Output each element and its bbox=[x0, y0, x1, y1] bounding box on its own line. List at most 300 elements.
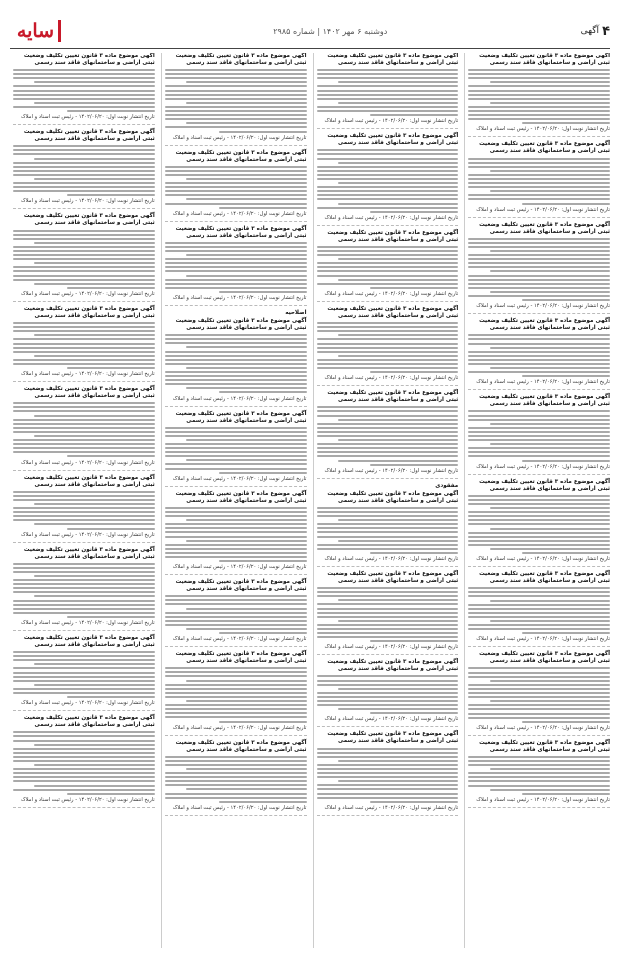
text-line bbox=[165, 451, 307, 453]
text-line bbox=[468, 254, 610, 256]
text-line bbox=[490, 528, 610, 530]
text-line bbox=[317, 283, 459, 285]
text-line bbox=[67, 455, 155, 457]
notice-title: آگهی موضوع ماده ۳ قانون تعیین تکلیف وضعیت ثبتی اراضی و ساختمانهای فاقد سند رسمی bbox=[23, 386, 155, 400]
text-line bbox=[317, 338, 459, 340]
text-line bbox=[468, 455, 610, 457]
text-line bbox=[165, 383, 307, 385]
text-line bbox=[13, 604, 155, 606]
text-line bbox=[165, 712, 307, 714]
text-line bbox=[13, 579, 155, 581]
text-line bbox=[317, 110, 459, 112]
text-line bbox=[13, 587, 155, 589]
text-line bbox=[165, 468, 307, 470]
text-line bbox=[317, 106, 459, 108]
text-line bbox=[370, 801, 458, 803]
text-line bbox=[13, 275, 155, 277]
text-line bbox=[13, 423, 155, 425]
text-line bbox=[317, 680, 459, 682]
text-line bbox=[165, 186, 307, 188]
text-line bbox=[338, 81, 458, 83]
text-line bbox=[165, 73, 307, 75]
text-line bbox=[468, 194, 610, 196]
text-line bbox=[165, 203, 307, 205]
text-line bbox=[67, 367, 155, 369]
text-line bbox=[338, 419, 458, 421]
section-label: اصلاحیه bbox=[285, 310, 307, 317]
text-line bbox=[219, 801, 307, 803]
text-line bbox=[468, 764, 610, 766]
legal-notice bbox=[13, 475, 155, 543]
text-line bbox=[165, 764, 307, 766]
text-line bbox=[219, 291, 307, 293]
text-line bbox=[468, 90, 610, 92]
text-line bbox=[13, 571, 155, 573]
notice-title: آگهی موضوع ماده ۳ قانون تعیین تکلیف وضعیت ثبتی اراضی و ساختمانهای فاقد سند رسمی bbox=[327, 53, 459, 66]
text-line bbox=[13, 608, 155, 610]
text-line bbox=[34, 178, 154, 180]
text-line bbox=[165, 351, 307, 353]
text-line bbox=[165, 793, 307, 795]
text-line bbox=[490, 291, 610, 293]
text-line bbox=[317, 616, 459, 618]
text-line bbox=[186, 700, 306, 702]
text-line bbox=[165, 90, 307, 92]
notice-title: آگهی موضوع ماده ۳ قانون تعیین تکلیف وضعیت ثبتی اراضی و ساختمانهای فاقد سند رسمی bbox=[479, 478, 610, 492]
text-line bbox=[165, 262, 307, 264]
text-line bbox=[165, 69, 307, 71]
text-line bbox=[338, 334, 458, 336]
text-line bbox=[522, 460, 610, 462]
text-line bbox=[317, 591, 459, 593]
text-line bbox=[317, 797, 459, 799]
text-line bbox=[317, 447, 459, 449]
text-line bbox=[165, 692, 307, 694]
text-line bbox=[165, 359, 307, 361]
notice-title: آگهی موضوع ماده ۳ قانون تعیین تکلیف وضعیت ثبتی اراضی و ساختمانهای فاقد سند رسمی bbox=[479, 141, 610, 155]
text-line bbox=[468, 624, 610, 626]
text-line bbox=[13, 149, 155, 151]
text-line bbox=[490, 190, 610, 192]
legal-notice bbox=[165, 740, 307, 816]
text-line bbox=[468, 713, 610, 715]
text-line bbox=[186, 768, 306, 770]
text-line bbox=[468, 696, 610, 698]
text-line bbox=[13, 238, 155, 240]
notice-signature: تاریخ انتشار نوبت اول: ۱۴۰۲/۰۶/۲۰ - رئیس ثبت اسناد و املاک bbox=[172, 210, 307, 217]
text-line bbox=[338, 599, 458, 601]
text-line bbox=[165, 270, 307, 272]
text-line bbox=[317, 548, 459, 550]
text-line bbox=[317, 347, 459, 349]
text-line bbox=[468, 785, 610, 787]
text-line bbox=[165, 283, 307, 285]
text-line bbox=[522, 552, 610, 554]
text-line bbox=[13, 258, 155, 260]
text-line bbox=[317, 149, 459, 151]
text-line bbox=[165, 536, 307, 538]
text-line bbox=[490, 270, 610, 272]
text-line bbox=[468, 98, 610, 100]
text-line bbox=[165, 708, 307, 710]
text-line bbox=[338, 620, 458, 622]
text-line bbox=[13, 789, 155, 791]
text-line bbox=[13, 406, 155, 408]
text-line bbox=[13, 515, 155, 517]
text-line bbox=[165, 126, 307, 128]
text-line bbox=[13, 439, 155, 441]
text-line bbox=[165, 548, 307, 550]
notice-signature: تاریخ انتشار نوبت اول: ۱۴۰۲/۰۶/۲۰ - رئیس ثبت اسناد و املاک bbox=[324, 375, 459, 382]
text-line bbox=[13, 359, 155, 361]
text-line bbox=[370, 640, 458, 642]
text-line bbox=[13, 776, 155, 778]
text-line bbox=[13, 731, 155, 733]
text-line bbox=[317, 536, 459, 538]
text-line bbox=[13, 499, 155, 501]
text-line bbox=[67, 194, 155, 196]
text-line bbox=[13, 680, 155, 682]
notice-title: آگهی موضوع ماده ۳ قانون تعیین تکلیف وضعیت ثبتی اراضی و ساختمانهای فاقد سند رسمی bbox=[23, 53, 155, 66]
text-line bbox=[13, 655, 155, 657]
text-line bbox=[13, 98, 155, 100]
text-line bbox=[13, 688, 155, 690]
text-line bbox=[13, 351, 155, 353]
legal-notice bbox=[468, 651, 610, 735]
text-line bbox=[317, 246, 459, 248]
text-line bbox=[338, 460, 458, 462]
text-line bbox=[468, 351, 610, 353]
text-line bbox=[13, 651, 155, 653]
notice-title: آگهی موضوع ماده ۳ قانون تعیین تکلیف وضعیت ثبتی اراضی و ساختمانهای فاقد سند رسمی bbox=[479, 651, 610, 665]
text-line bbox=[338, 540, 458, 542]
text-line bbox=[468, 676, 610, 678]
text-line bbox=[165, 379, 307, 381]
text-line bbox=[34, 575, 154, 577]
text-line bbox=[468, 439, 610, 441]
text-line bbox=[165, 371, 307, 373]
text-line bbox=[186, 346, 306, 348]
legal-notice bbox=[317, 230, 459, 302]
text-line bbox=[317, 170, 459, 172]
text-line bbox=[13, 659, 155, 661]
text-line bbox=[468, 688, 610, 690]
text-line bbox=[186, 198, 306, 200]
text-line bbox=[165, 279, 307, 281]
notice-signature: تاریخ انتشار نوبت اول: ۱۴۰۲/۰۶/۲۰ - رئیس ثبت اسناد و املاک bbox=[324, 290, 459, 297]
text-line bbox=[165, 114, 307, 116]
text-line bbox=[468, 166, 610, 168]
text-line bbox=[370, 211, 458, 213]
text-line bbox=[13, 250, 155, 252]
text-line bbox=[165, 704, 307, 706]
text-line bbox=[165, 603, 307, 605]
text-line bbox=[186, 459, 306, 461]
text-line bbox=[165, 784, 307, 786]
text-line bbox=[317, 166, 459, 168]
text-line bbox=[13, 162, 155, 164]
notice-title: آگهی موضوع ماده ۳ قانون تعیین تکلیف وضعیت ثبتی اراضی و ساختمانهای فاقد سند رسمی bbox=[23, 546, 155, 560]
text-line bbox=[165, 797, 307, 799]
text-line bbox=[165, 716, 307, 718]
text-line bbox=[468, 110, 610, 112]
text-line bbox=[186, 387, 306, 389]
text-line bbox=[13, 153, 155, 155]
legal-notice bbox=[165, 411, 307, 487]
text-line bbox=[186, 680, 306, 682]
notice-signature: تاریخ انتشار نوبت اول: ۱۴۰۲/۰۶/۲۰ - رئیس ثبت اسناد و املاک bbox=[172, 395, 307, 402]
text-line bbox=[317, 359, 459, 361]
text-line bbox=[13, 266, 155, 268]
text-line bbox=[317, 153, 459, 155]
text-line bbox=[468, 242, 610, 244]
text-line bbox=[468, 419, 610, 421]
text-line bbox=[34, 523, 154, 525]
notice-title: آگهی موضوع ماده ۳ قانون تعیین تکلیف وضعیت ثبتی اراضی و ساختمانهای فاقد سند رسمی bbox=[23, 129, 155, 143]
text-line bbox=[338, 279, 458, 281]
notice-title: آگهی موضوع ماده ۳ قانون تعیین تکلیف وضعیت ثبتی اراضی و ساختمانهای فاقد سند رسمی bbox=[175, 410, 307, 424]
text-line bbox=[13, 77, 155, 79]
text-line bbox=[490, 548, 610, 550]
brand-name: سایه bbox=[16, 20, 55, 42]
text-line bbox=[317, 455, 459, 457]
text-line bbox=[34, 81, 154, 83]
text-line bbox=[165, 671, 307, 673]
text-line bbox=[165, 190, 307, 192]
text-line bbox=[522, 793, 610, 795]
text-line bbox=[13, 145, 155, 147]
text-line bbox=[317, 696, 459, 698]
text-line bbox=[165, 780, 307, 782]
legal-notice bbox=[468, 479, 610, 568]
text-line bbox=[490, 347, 610, 349]
text-line bbox=[165, 515, 307, 517]
notice-signature: تاریخ انتشار نوبت اول: ۱۴۰۲/۰۶/۲۰ - رئیس ثبت اسناد و املاک bbox=[21, 198, 155, 205]
text-line bbox=[165, 675, 307, 677]
notice-signature: تاریخ انتشار نوبت اول: ۱۴۰۲/۰۶/۲۰ - رئیس ثبت اسناد و املاک bbox=[476, 379, 610, 386]
text-line bbox=[490, 600, 610, 602]
text-line bbox=[370, 712, 458, 714]
text-line bbox=[490, 680, 610, 682]
text-line bbox=[317, 748, 459, 750]
text-line bbox=[186, 788, 306, 790]
text-line bbox=[165, 443, 307, 445]
text-line bbox=[317, 73, 459, 75]
text-line bbox=[317, 194, 459, 196]
text-line bbox=[186, 439, 306, 441]
text-line bbox=[34, 102, 154, 104]
text-line bbox=[165, 94, 307, 96]
text-line bbox=[67, 110, 155, 112]
text-line bbox=[490, 443, 610, 445]
text-line bbox=[522, 632, 610, 634]
notice-title: آگهی موضوع ماده ۳ قانون تعیین تکلیف وضعیت ثبتی اراضی و ساختمانهای فاقد سند رسمی bbox=[23, 635, 155, 648]
text-line bbox=[13, 427, 155, 429]
text-line bbox=[468, 587, 610, 589]
text-line bbox=[468, 246, 610, 248]
text-line bbox=[13, 612, 155, 614]
text-line bbox=[13, 254, 155, 256]
text-line bbox=[13, 343, 155, 345]
notice-title: آگهی موضوع ماده ۳ قانون تعیین تکلیف وضعیت ثبتی اراضی و ساختمانهای فاقد سند رسمی bbox=[479, 53, 610, 66]
text-line bbox=[34, 415, 154, 417]
text-line bbox=[13, 182, 155, 184]
legal-notice bbox=[468, 318, 610, 390]
legal-notice bbox=[317, 659, 459, 727]
text-line bbox=[468, 410, 610, 412]
text-line bbox=[468, 283, 610, 285]
text-line bbox=[13, 326, 155, 328]
text-line bbox=[165, 242, 307, 244]
text-line bbox=[468, 158, 610, 160]
notice-signature: تاریخ انتشار نوبت اول: ۱۴۰۲/۰۶/۲۰ - رئیس ثبت اسناد و املاک bbox=[21, 796, 155, 803]
text-line bbox=[13, 90, 155, 92]
text-line bbox=[468, 667, 610, 669]
text-line bbox=[13, 567, 155, 569]
text-line bbox=[34, 158, 154, 160]
text-line bbox=[13, 672, 155, 674]
text-line bbox=[468, 760, 610, 762]
text-line bbox=[468, 435, 610, 437]
page-header bbox=[10, 14, 610, 48]
text-line bbox=[13, 246, 155, 248]
text-line bbox=[165, 258, 307, 260]
text-line bbox=[468, 73, 610, 75]
text-line bbox=[468, 499, 610, 501]
text-line bbox=[317, 363, 459, 365]
text-line bbox=[468, 118, 610, 120]
text-line bbox=[468, 684, 610, 686]
text-line bbox=[13, 495, 155, 497]
text-line bbox=[468, 604, 610, 606]
legal-notice bbox=[468, 571, 610, 647]
text-line bbox=[468, 94, 610, 96]
text-line bbox=[13, 760, 155, 762]
text-line bbox=[186, 519, 306, 521]
legal-notice bbox=[468, 141, 610, 217]
legal-notice bbox=[13, 547, 155, 631]
notice-signature: تاریخ انتشار نوبت اول: ۱۴۰۲/۰۶/۲۰ - رئیس ثبت اسناد و املاک bbox=[476, 126, 610, 133]
text-line bbox=[165, 194, 307, 196]
text-line bbox=[317, 85, 459, 87]
brand-logo bbox=[10, 18, 80, 44]
text-line bbox=[490, 170, 610, 172]
text-line bbox=[165, 287, 307, 289]
page-number: ۴ bbox=[602, 23, 610, 39]
notice-signature: تاریخ انتشار نوبت اول: ۱۴۰۲/۰۶/۲۰ - رئیس ثبت اسناد و املاک bbox=[476, 636, 610, 643]
text-line bbox=[13, 692, 155, 694]
text-line bbox=[13, 563, 155, 565]
notice-title: آگهی موضوع ماده ۳ قانون تعیین تکلیف وضعیت ثبتی اراضی و ساختمانهای فاقد سند رسمی bbox=[479, 221, 610, 235]
text-line bbox=[522, 122, 610, 124]
text-line bbox=[317, 636, 459, 638]
text-line bbox=[490, 620, 610, 622]
text-line bbox=[317, 326, 459, 328]
notice-signature: تاریخ انتشار نوبت اول: ۱۴۰۲/۰۶/۲۰ - رئیس ثبت اسناد و املاک bbox=[21, 531, 155, 538]
text-line bbox=[317, 531, 459, 533]
text-line bbox=[338, 355, 458, 357]
text-line bbox=[317, 343, 459, 345]
text-line bbox=[468, 69, 610, 71]
text-line bbox=[317, 612, 459, 614]
text-line bbox=[186, 178, 306, 180]
text-line bbox=[165, 338, 307, 340]
notice-title: آگهی موضوع ماده ۳ قانون تعیین تکلیف وضعیت ثبتی اراضی و ساختمانهای فاقد سند رسمی bbox=[327, 659, 459, 673]
text-line bbox=[468, 616, 610, 618]
text-line bbox=[317, 410, 459, 412]
text-line bbox=[317, 322, 459, 324]
text-line bbox=[468, 772, 610, 774]
text-line bbox=[165, 599, 307, 601]
text-line bbox=[13, 756, 155, 758]
text-line bbox=[468, 756, 610, 758]
text-line bbox=[468, 717, 610, 719]
text-line bbox=[317, 595, 459, 597]
text-line bbox=[67, 696, 155, 698]
text-line bbox=[468, 692, 610, 694]
text-line bbox=[468, 511, 610, 513]
text-line bbox=[317, 77, 459, 79]
text-line bbox=[219, 632, 307, 634]
text-line bbox=[317, 351, 459, 353]
text-line bbox=[186, 275, 306, 277]
text-line bbox=[317, 527, 459, 529]
text-line bbox=[13, 85, 155, 87]
text-line bbox=[34, 663, 154, 665]
text-line bbox=[468, 174, 610, 176]
text-line bbox=[67, 528, 155, 530]
text-line bbox=[468, 519, 610, 521]
text-line bbox=[317, 515, 459, 517]
text-line bbox=[165, 772, 307, 774]
header-rule bbox=[10, 48, 610, 49]
notice-signature: تاریخ انتشار نوبت اول: ۱۴۰۲/۰۶/۲۰ - رئیس ثبت اسناد و املاک bbox=[324, 716, 459, 723]
notice-signature: تاریخ انتشار نوبت اول: ۱۴۰۲/۰۶/۲۰ - رئیس ثبت اسناد و املاک bbox=[476, 206, 610, 213]
text-line bbox=[13, 431, 155, 433]
legal-notice bbox=[165, 651, 307, 735]
legal-notice bbox=[13, 53, 155, 125]
column-2 bbox=[313, 53, 459, 948]
text-line bbox=[165, 375, 307, 377]
text-line bbox=[468, 338, 610, 340]
text-line bbox=[468, 591, 610, 593]
text-line bbox=[468, 343, 610, 345]
text-line bbox=[490, 789, 610, 791]
notice-title: آگهی موضوع ماده ۳ قانون تعیین تکلیف وضعیت ثبتی اراضی و ساختمانهای فاقد سند رسمی bbox=[479, 571, 610, 585]
notice-title: آگهی موضوع ماده ۳ قانون تعیین تکلیف وضعیت ثبتی اراضی و ساختمانهای فاقد سند رسمی bbox=[23, 213, 155, 227]
text-line bbox=[219, 391, 307, 393]
text-line bbox=[186, 540, 306, 542]
column-4 bbox=[10, 53, 155, 948]
columns bbox=[10, 53, 610, 948]
text-line bbox=[13, 443, 155, 445]
text-line bbox=[165, 246, 307, 248]
text-line bbox=[317, 704, 459, 706]
legal-notice bbox=[317, 306, 459, 386]
text-line bbox=[468, 355, 610, 357]
text-line bbox=[370, 552, 458, 554]
text-line bbox=[468, 262, 610, 264]
text-line bbox=[13, 768, 155, 770]
text-line bbox=[317, 764, 459, 766]
text-line bbox=[317, 174, 459, 176]
text-line bbox=[13, 780, 155, 782]
notice-title: آگهی موضوع ماده ۳ قانون تعیین تکلیف وضعیت ثبتی اراضی و ساختمانهای فاقد سند رسمی bbox=[327, 305, 459, 319]
text-line bbox=[490, 102, 610, 104]
text-line bbox=[468, 334, 610, 336]
legal-notice bbox=[317, 571, 459, 655]
text-line bbox=[317, 250, 459, 252]
